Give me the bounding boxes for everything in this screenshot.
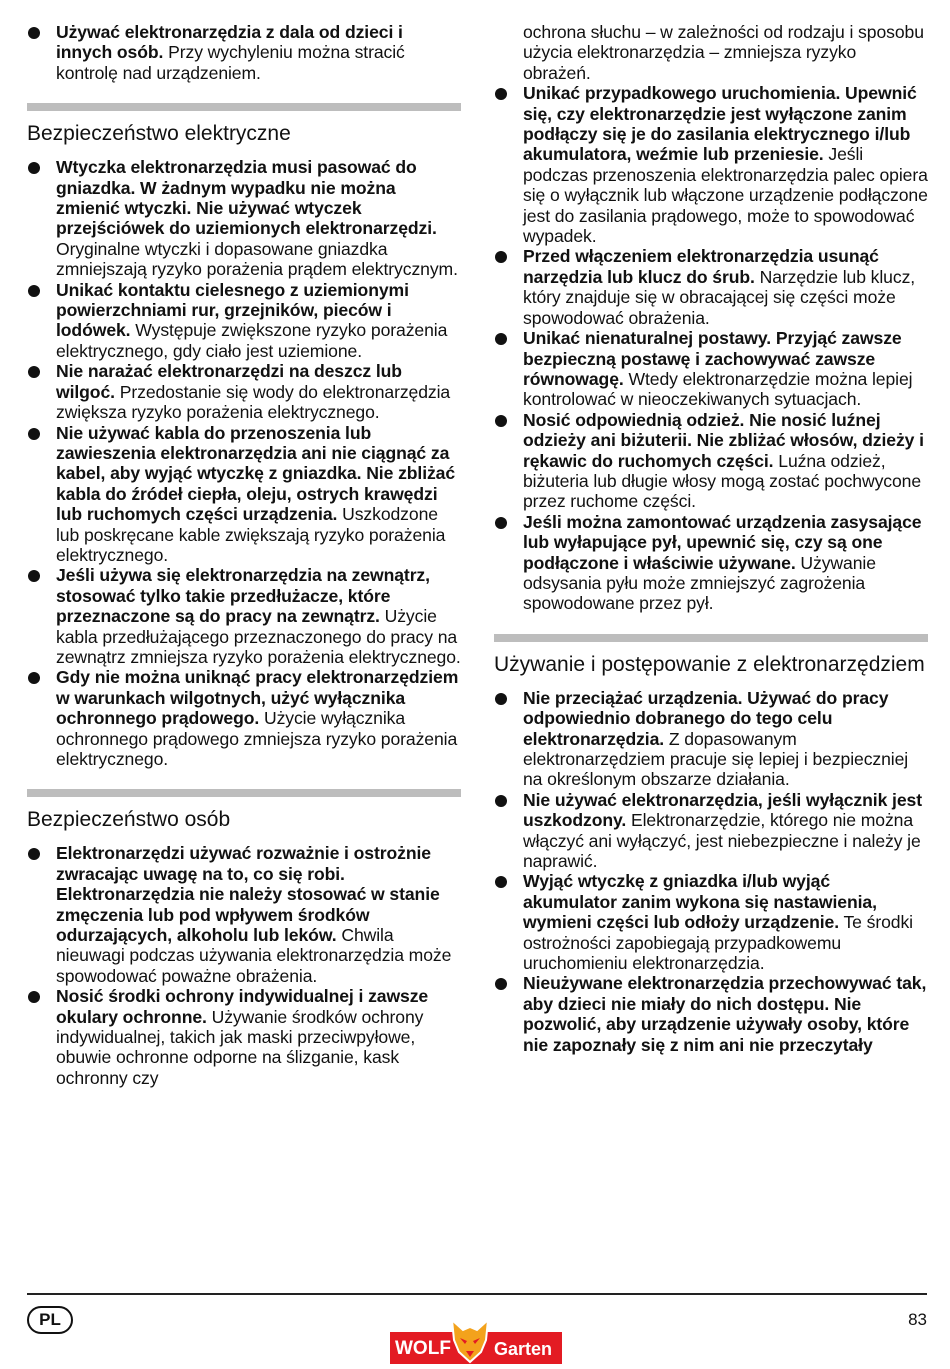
personal-safety-list-continued xyxy=(494,22,928,83)
list-item: Nosić środki ochrony indywidualnej i zawsze okulary ochronne. Używanie środków ochrony indywidualnej, takich jak maski przeciwpyłowe, obuwie ochronne odporne na ślizganie, kask ochronny czy xyxy=(27,986,461,1088)
section-divider xyxy=(27,103,461,111)
list-item: Elektronarzędzi używać rozważnie i ostrożnie zwracając uwagę na to, co się robi. Elektronarzędzia nie należy stosować w stanie zmęczenia lub pod wpływem środków odurzających, alkoholu lub leków. Chwila nieuwagi podczas używania elektronarzędzia może spowodować poważne obrażenia. xyxy=(27,843,461,986)
list-item: Unikać nienaturalnej postawy. Przyjąć zawsze bezpieczną postawę i zachowywać zawsze równowagę. Wtedy elektronarzędzie można lepiej kontrolować w nieoczekiwanych sytuacjach. xyxy=(494,328,928,410)
list-item: Jeśli używa się elektronarzędzia na zewnątrz, stosować tylko takie przedłużacze, które przeznaczone są do pracy na zewnątrz. Użycie kabla przedłużającego przeznaczonego do pracy na zewnątrz zmniejsza ryzyko porażenia elektrycznego. xyxy=(27,565,461,667)
list-item: Nosić odpowiednią odzież. Nie nosić luźnej odzieży ani biżuterii. Nie zbliżać włosów, dzieży i rękawic do ruchomych części. Luźna odzież, biżuteria lub długie włosy mogą zostać pochwycone przez ruchome części. xyxy=(494,410,928,512)
section-divider xyxy=(494,634,928,642)
list-item-continuation: ochrona słuchu – w zależności od rodzaju i sposobu użycia elektronarzędzia – zmniejsza ryzyko obrażeń. xyxy=(523,22,924,83)
handling-list xyxy=(494,688,928,1055)
list-item: Przed włączeniem elektronarzędzia usunąć narzędzia lub klucz do śrub. Narzędzie lub klucz, który znajduje się w obracającej się części może spowodować obrażenia. xyxy=(494,246,928,328)
list-item: Nie używać elektronarzędzia, jeśli wyłącznik jest uszkodzony. Elektronarzędzie, którego nie można włączyć ani wyłączyć, jest niebezpieczne i należy je naprawić. xyxy=(494,790,928,872)
footer-divider xyxy=(27,1293,927,1295)
list-item: Nie przeciążać urządzenia. Używać do pracy odpowiednio dobranego do tego celu elektronarzędzia. Z dopasowanym elektronarzędziem pracuje się lepiej i bezpieczniej na określonym obszarze działania. xyxy=(494,688,928,790)
personal-safety-list xyxy=(27,843,461,1088)
list-item: Wyjąć wtyczkę z gniazdka i/lub wyjąć akumulator zanim wykona się nastawienia, wymieni części lub odłoży urządzenie. Te środki ostrożności zapobiegają przypadkowemu uruchomieniu elektronarzędzia. xyxy=(494,871,928,973)
top-list xyxy=(27,22,461,83)
left-column xyxy=(27,22,461,1088)
list-item: Nie narażać elektronarzędzi na deszcz lub wilgoć. Przedostanie się wody do elektronarzędzia zwiększa ryzyko porażenia elektrycznego. xyxy=(27,361,461,422)
page-number: 83 xyxy=(908,1310,927,1329)
section-title-personal: Bezpieczeństwo osób xyxy=(27,808,231,832)
wolf-head-icon xyxy=(448,1318,492,1364)
wolf-garten-logo xyxy=(390,1318,562,1364)
list-item: Nieużywane elektronarzędzia przechowywać tak, aby dzieci nie miały do nich dostępu. Nie pozwolić, aby urządzenie używały osoby, które nie zapoznały się z nim ani nie przeczytały xyxy=(494,973,928,1055)
list-item: Unikać przypadkowego uruchomienia. Upewnić się, czy elektronarzędzie jest wyłączone zanim podłączy się je do zasilania elektrycznego i/lub akumulatora, weźmie lub przeniesie. Jeśli podczas przenoszenia elektronarzędzia palec opiera się o wyłącznik lub włączone urządzenie podłączone jest do zasilania prądowego, może to spowodować wypadek. xyxy=(494,83,928,246)
list-item: Używać elektronarzędzia z dala od dzieci i innych osób. Przy wychyleniu można stracić kontrolę nad urządzeniem. xyxy=(27,22,461,83)
right-column xyxy=(494,22,928,1055)
section-divider xyxy=(27,789,461,797)
language-badge: PL xyxy=(27,1306,73,1334)
list-item: Gdy nie można uniknąć pracy elektronarzędziem w warunkach wilgotnych, użyć wyłącznika ochronnego prądowego. Użycie wyłącznika ochronnego prądowego zmniejsza ryzyko porażenia elektrycznego. xyxy=(27,667,461,769)
electrical-safety-list xyxy=(27,157,461,769)
list-item: Unikać kontaktu cielesnego z uziemionymi powierzchniami rur, grzejników, pieców i lodówek. Występuje zwiększone ryzyko porażenia elektrycznego, gdy ciało jest uziemione. xyxy=(27,280,461,362)
section-title-electrical: Bezpieczeństwo elektryczne xyxy=(27,122,291,146)
list-item: Jeśli można zamontować urządzenia zasysające lub wyłapujące pył, upewnić się, czy są one podłączone i właściwie używane. Używanie odsysania pyłu może zmniejszyć zagrożenia spowodowane przez pył. xyxy=(494,512,928,614)
logo-text-garten: Garten xyxy=(494,1339,553,1359)
list-item: Wtyczka elektronarzędzia musi pasować do gniazdka. W żadnym wypadku nie można zmienić wtyczki. Nie używać wtyczek przejściówek do uziemionych elektronarzędzi. Oryginalne wtyczki i dopasowane gniazdka zmniejszają ryzyko porażenia prądem elektrycznym. xyxy=(27,157,461,279)
logo-text-wolf: WOLF xyxy=(395,1338,451,1359)
section-title-handling: Używanie i postępowanie z elektronarzędziem xyxy=(494,652,925,676)
list-item: Nie używać kabla do przenoszenia lub zawieszenia elektronarzędzia ani nie ciągnąć za kabel, aby wyjąć wtyczkę z gniazdka. Nie zbliżać kabla do źródeł ciepła, oleju, ostrych krawędzi lub ruchomych części urządzenia. Uszkodzone lub poskręcane kable zwiększają ryzyko porażenia elektrycznego. xyxy=(27,423,461,566)
personal-safety-list-more xyxy=(494,83,928,614)
